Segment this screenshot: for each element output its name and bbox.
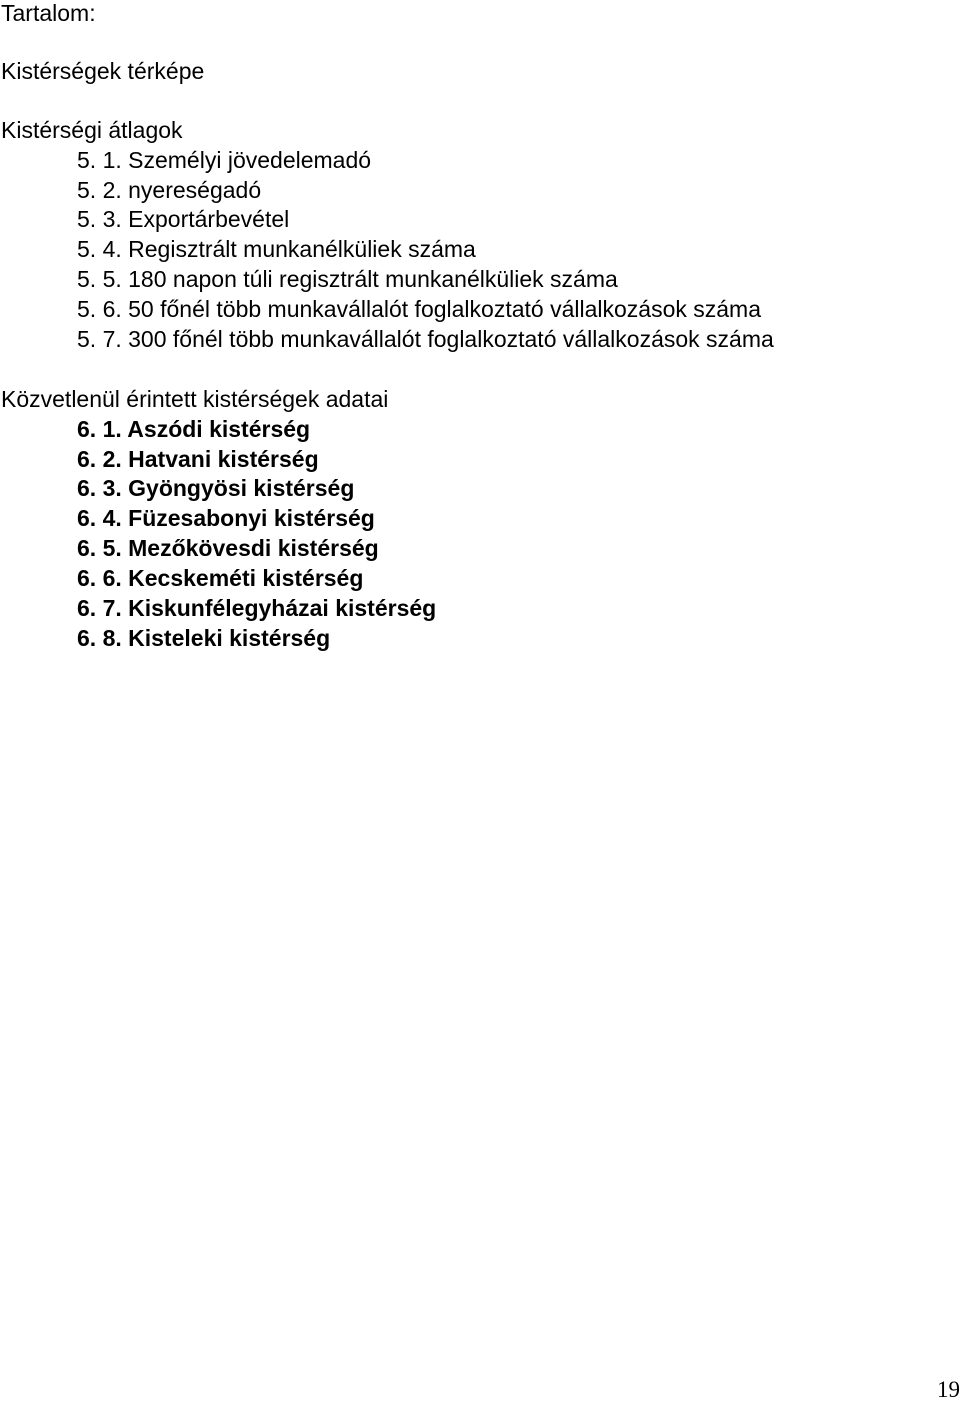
toc-region-item: 6. 7. Kiskunfélegyházai kistérség (77, 595, 437, 621)
toc-average-item: 5. 6. 50 főnél több munkavállalót foglalkoztató vállalkozások száma (77, 296, 762, 322)
toc-average-item: 5. 2. nyereségadó (77, 177, 262, 203)
page-number: 19 (937, 1377, 960, 1402)
toc-regions-heading: Közvetlenül érintett kistérségek adatai (1, 386, 389, 412)
toc-average-item: 5. 1. Személyi jövedelemadó (77, 147, 372, 173)
toc-region-item: 6. 6. Kecskeméti kistérség (77, 565, 364, 591)
toc-averages-heading: Kistérségi átlagok (1, 117, 183, 143)
toc-region-item: 6. 3. Gyöngyösi kistérség (77, 475, 355, 501)
toc-map-heading: Kistérségek térképe (1, 58, 205, 84)
toc-region-item: 6. 5. Mezőkövesdi kistérség (77, 535, 379, 561)
toc-average-item: 5. 5. 180 napon túli regisztrált munkanélküliek száma (77, 266, 618, 292)
toc-average-item: 5. 3. Exportárbevétel (77, 206, 290, 232)
toc-region-item: 6. 2. Hatvani kistérség (77, 446, 319, 472)
toc-region-item: 6. 1. Aszódi kistérség (77, 416, 311, 442)
toc-average-item: 5. 7. 300 főnél több munkavállalót foglalkoztató vállalkozások száma (77, 326, 774, 352)
toc-region-item: 6. 4. Füzesabonyi kistérség (77, 505, 375, 531)
toc-region-item: 6. 8. Kisteleki kistérség (77, 625, 331, 651)
toc-average-item: 5. 4. Regisztrált munkanélküliek száma (77, 236, 476, 262)
toc-title: Tartalom: (1, 0, 96, 26)
